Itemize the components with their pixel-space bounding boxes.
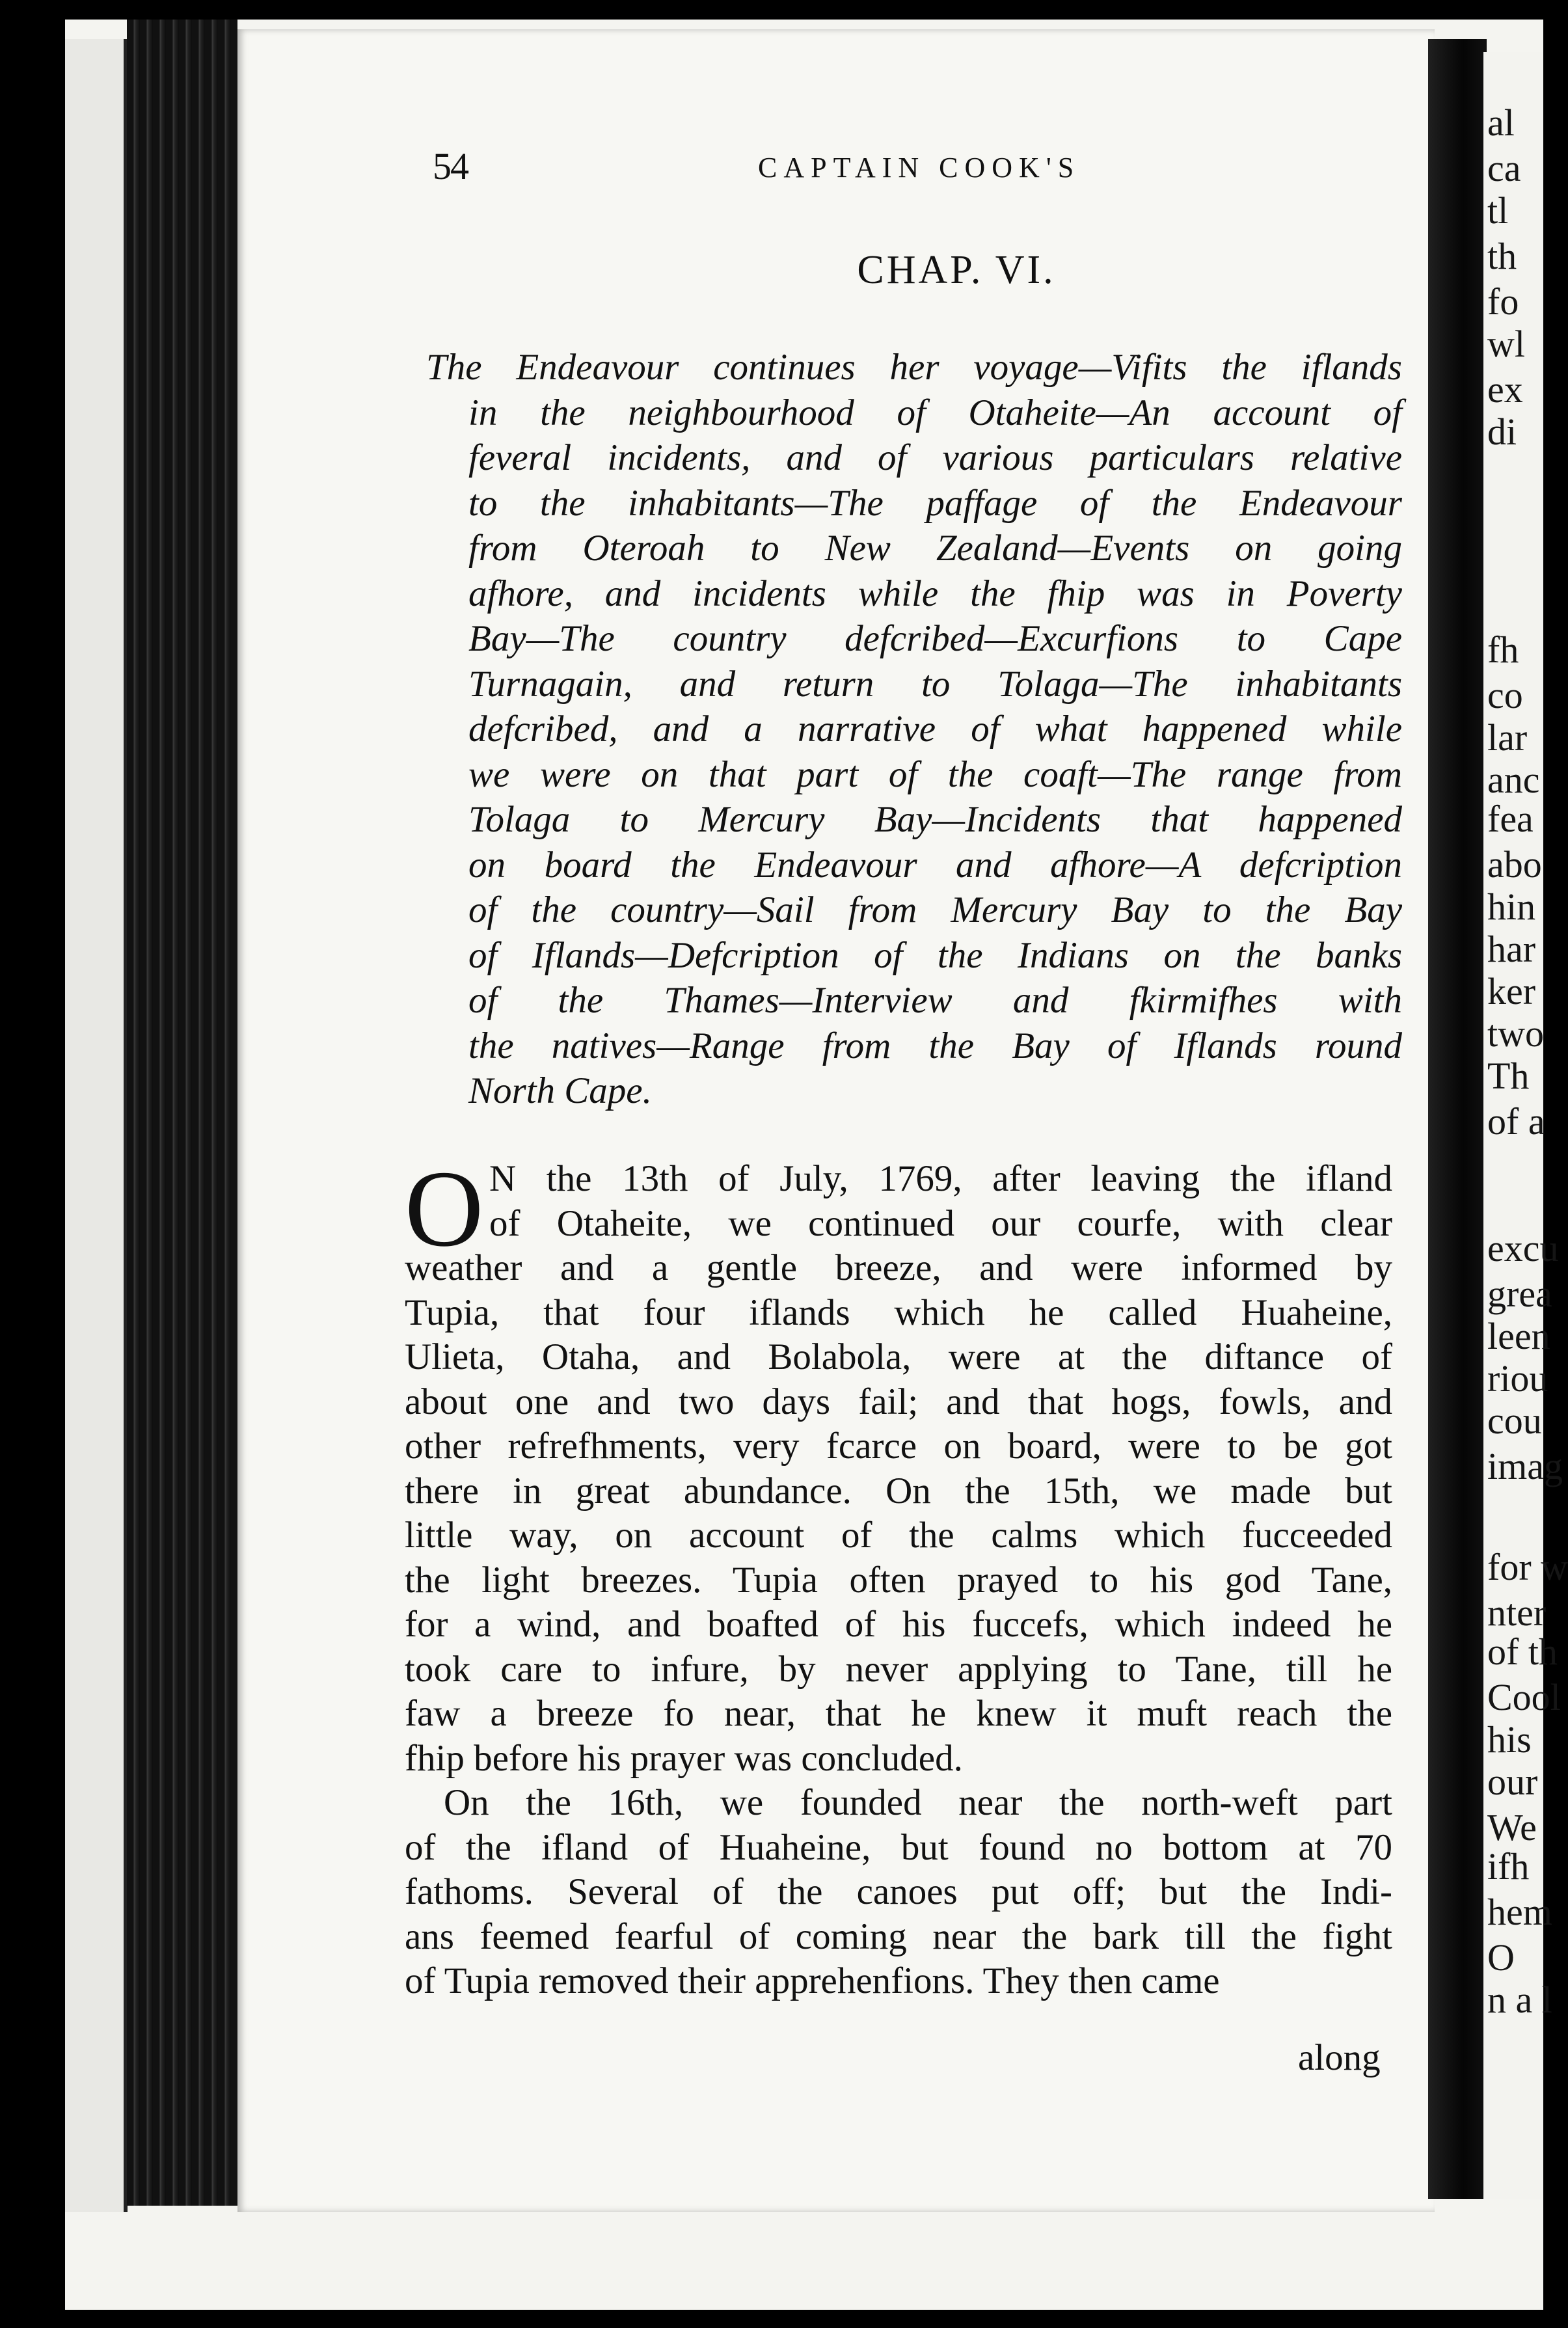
summary-line: defcribed, and a narrative of what happened while bbox=[468, 709, 1402, 750]
facing-page-text: We bbox=[1487, 1806, 1537, 1848]
body-line: Tupia, that four iflands which he called Huaheine, bbox=[405, 1292, 1392, 1333]
facing-page-text: hin bbox=[1487, 886, 1536, 928]
body-line: ans feemed fearful of coming near the bark till the fight bbox=[405, 1915, 1392, 1957]
body-line: there in great abundance. On the 15th, we made but bbox=[405, 1470, 1392, 1511]
facing-page-text: tl bbox=[1487, 189, 1509, 232]
running-head bbox=[433, 144, 1409, 190]
body-line: of Tupia removed their apprehenfions. They then came bbox=[405, 1960, 1220, 2001]
facing-page-text: Th bbox=[1487, 1055, 1530, 1097]
body-line: weather and a gentle breeze, and were informed by bbox=[405, 1247, 1392, 1288]
facing-page-text: cou bbox=[1487, 1400, 1542, 1442]
summary-line: Tolaga to Mercury Bay—Incidents that happened bbox=[468, 799, 1402, 840]
summary-line: afhore, and incidents while the fhip was in Poverty bbox=[468, 573, 1402, 614]
summary-line: from Oteroah to New Zealand—Events on going bbox=[468, 528, 1402, 569]
body-line: of Otaheite, we continued our courfe, with clear bbox=[489, 1202, 1392, 1244]
body-line: On the 16th, we founded near the north-weft part bbox=[444, 1782, 1392, 1823]
chapter-summary bbox=[426, 345, 1402, 1114]
facing-page-text: n a l bbox=[1487, 1979, 1552, 2021]
facing-page-text: fh bbox=[1487, 629, 1519, 671]
gutter-shadow bbox=[1428, 39, 1487, 2199]
summary-line: The Endeavour continues her voyage—Vifits the iflands bbox=[426, 347, 1402, 388]
summary-line: feveral incidents, and of various particulars relative bbox=[468, 437, 1402, 478]
facing-page-text: ifh bbox=[1487, 1845, 1530, 1888]
facing-page-text: co bbox=[1487, 674, 1523, 716]
facing-page-text: his bbox=[1487, 1718, 1532, 1761]
body-line: about one and two days fail; and that hogs, fowls, and bbox=[405, 1381, 1392, 1422]
book-cover-edge bbox=[65, 39, 128, 2245]
body-line: faw a breeze fo near, that he knew it muft reach the bbox=[405, 1693, 1392, 1734]
facing-page-text: fea bbox=[1487, 798, 1534, 840]
facing-page-fragment bbox=[1483, 52, 1568, 2199]
summary-line: Bay—The country defcribed—Excurfions to Cape bbox=[468, 618, 1402, 659]
facing-page-text: abo bbox=[1487, 843, 1542, 886]
facing-page-text: har bbox=[1487, 928, 1536, 970]
drop-cap: O bbox=[405, 1148, 484, 1269]
body-text bbox=[405, 1148, 1392, 2004]
summary-line: of the Thames—Interview and fkirmifhes with bbox=[468, 980, 1402, 1021]
summary-line: of the country—Sail from Mercury Bay to the Bay bbox=[468, 889, 1402, 930]
facing-page-text: our bbox=[1487, 1761, 1538, 1803]
facing-page-text: leen bbox=[1487, 1315, 1550, 1357]
facing-page-text: th bbox=[1487, 235, 1517, 277]
facing-page-text: ca bbox=[1487, 147, 1521, 189]
summary-line: of Iflands—Defcription of the Indians on the banks bbox=[468, 934, 1402, 976]
running-title: CAPTAIN COOK'S bbox=[758, 152, 1081, 183]
facing-page-text: O bbox=[1487, 1936, 1515, 1979]
catchword: along bbox=[1298, 2037, 1381, 2078]
facing-page-text: imag bbox=[1487, 1445, 1563, 1487]
body-line: for a wind, and boafted of his fuccefs, which indeed he bbox=[405, 1604, 1392, 1645]
body-line: other refrefhments, very fcarce on board, were to be got bbox=[405, 1426, 1392, 1467]
facing-page-text: Cool bbox=[1487, 1676, 1561, 1718]
facing-page-text: al bbox=[1487, 102, 1515, 144]
summary-line: North Cape. bbox=[468, 1070, 652, 1111]
facing-page-text: ker bbox=[1487, 970, 1536, 1012]
facing-page-text: hem bbox=[1487, 1891, 1552, 1933]
facing-page-text: anc bbox=[1487, 759, 1540, 801]
body-line: of the ifland of Huaheine, but found no bottom at 70 bbox=[405, 1826, 1392, 1868]
body-line: little way, on account of the calms which fucceeded bbox=[405, 1515, 1392, 1556]
facing-page-text: excu bbox=[1487, 1227, 1559, 1269]
facing-page-text: for w bbox=[1487, 1546, 1568, 1588]
summary-line: in the neighbourhood of Otaheite—An account of bbox=[468, 392, 1402, 433]
summary-line: Turnagain, and return to Tolaga—The inhabitants bbox=[468, 663, 1402, 705]
facing-page-text: of a bbox=[1487, 1100, 1545, 1143]
facing-page-text: lar bbox=[1487, 716, 1528, 759]
body-line: N the 13th of July, 1769, after leaving the ifland bbox=[489, 1158, 1392, 1199]
body-line: fathoms. Several of the canoes put off; but the Indi- bbox=[405, 1871, 1392, 1912]
facing-page-text: ex bbox=[1487, 368, 1523, 411]
page-number: 54 bbox=[433, 145, 468, 187]
summary-line: to the inhabitants—The paffage of the Endeavour bbox=[468, 482, 1402, 524]
facing-page-text: two bbox=[1487, 1012, 1544, 1055]
body-line: Ulieta, Otaha, and Bolabola, were at the diftance of bbox=[405, 1336, 1392, 1377]
summary-line: we were on that part of the coaft—The range from bbox=[468, 753, 1402, 795]
facing-page-text: nter bbox=[1487, 1591, 1547, 1634]
facing-page-text: of th bbox=[1487, 1631, 1558, 1673]
chapter-heading: CHAP. VI. bbox=[857, 248, 1056, 292]
facing-page-text: riou bbox=[1487, 1357, 1548, 1400]
page-block-edge bbox=[127, 20, 237, 2206]
summary-line: on board the Endeavour and afhore—A defcription bbox=[468, 844, 1402, 886]
facing-page-text: grea bbox=[1487, 1273, 1552, 1315]
body-line: took care to infure, by never applying to Tane, till he bbox=[405, 1648, 1392, 1690]
facing-page-text: wl bbox=[1487, 323, 1525, 365]
facing-page-text: di bbox=[1487, 411, 1517, 453]
body-line: the light breezes. Tupia often prayed to his god Tane, bbox=[405, 1559, 1392, 1601]
scan-bottom-margin bbox=[65, 2212, 1496, 2310]
facing-page-text: fo bbox=[1487, 280, 1519, 323]
summary-line: the natives—Range from the Bay of Iflands round bbox=[468, 1025, 1402, 1066]
body-line: fhip before his prayer was concluded. bbox=[405, 1737, 963, 1779]
